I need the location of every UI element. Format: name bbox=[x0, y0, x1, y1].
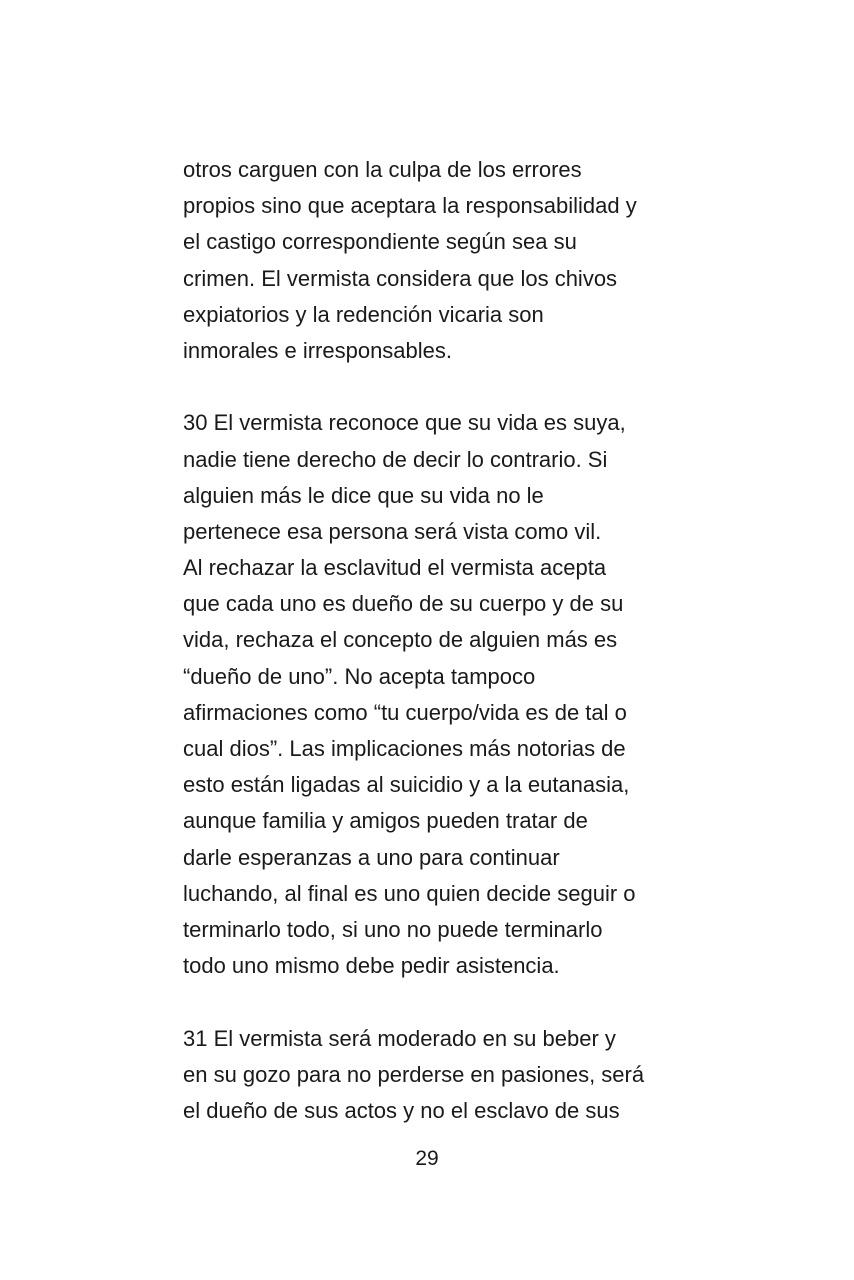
text-line: todo uno mismo debe pedir asistencia. bbox=[183, 953, 560, 979]
text-line: propios sino que aceptara la responsabilidad y bbox=[183, 193, 637, 219]
text-line: crimen. El vermista considera que los chivos bbox=[183, 265, 618, 291]
text-line: otros carguen con la culpa de los errores bbox=[183, 157, 582, 182]
text-line: el dueño de sus actos y no el esclavo de sus bbox=[183, 1097, 620, 1123]
text-line: aunque familia y amigos pueden tratar de bbox=[183, 808, 588, 834]
paragraph-spacer bbox=[183, 369, 683, 405]
text-line: 31 El vermista será moderado en su beber y bbox=[183, 1025, 616, 1051]
paragraph-spacer bbox=[183, 984, 683, 1020]
paragraph-2 bbox=[183, 405, 683, 984]
text-line: Al rechazar la esclavitud el vermista acepta bbox=[183, 555, 607, 581]
text-line: luchando, al final es uno quien decide seguir o bbox=[183, 880, 636, 906]
text-line: alguien más le dice que su vida no le bbox=[183, 482, 544, 508]
body-text bbox=[183, 152, 683, 1129]
text-line: darle esperanzas a uno para continuar bbox=[183, 844, 560, 870]
text-line: el castigo correspondiente según sea su bbox=[183, 229, 577, 255]
text-line: que cada uno es dueño de su cuerpo y de su bbox=[183, 591, 624, 617]
text-line: expiatorios y la redención vicaria son bbox=[183, 301, 544, 327]
text-line: terminarlo todo, si uno no puede terminarlo bbox=[183, 916, 603, 942]
text-line: pertenece esa persona será vista como vil. bbox=[183, 518, 602, 544]
text-line: esto están ligadas al suicidio y a la eutanasia, bbox=[183, 772, 630, 798]
text-line: cual dios”. Las implicaciones más notorias de bbox=[183, 736, 626, 761]
text-line: nadie tiene derecho de decir lo contrario. Si bbox=[183, 446, 608, 472]
page-number: 29 bbox=[415, 1147, 439, 1170]
paragraph-1 bbox=[183, 152, 683, 369]
text-line: 30 El vermista reconoce que su vida es suya, bbox=[183, 410, 626, 436]
text-line: afirmaciones como “tu cuerpo/vida es de tal o bbox=[183, 699, 627, 725]
text-line: inmorales e irresponsables. bbox=[183, 337, 453, 363]
text-line: “dueño de uno”. No acepta tampoco bbox=[183, 663, 536, 689]
text-line: vida, rechaza el concepto de alguien más es bbox=[183, 627, 618, 653]
text-line: en su gozo para no perderse en pasiones, será bbox=[183, 1061, 645, 1087]
paragraph-3 bbox=[183, 1021, 683, 1130]
